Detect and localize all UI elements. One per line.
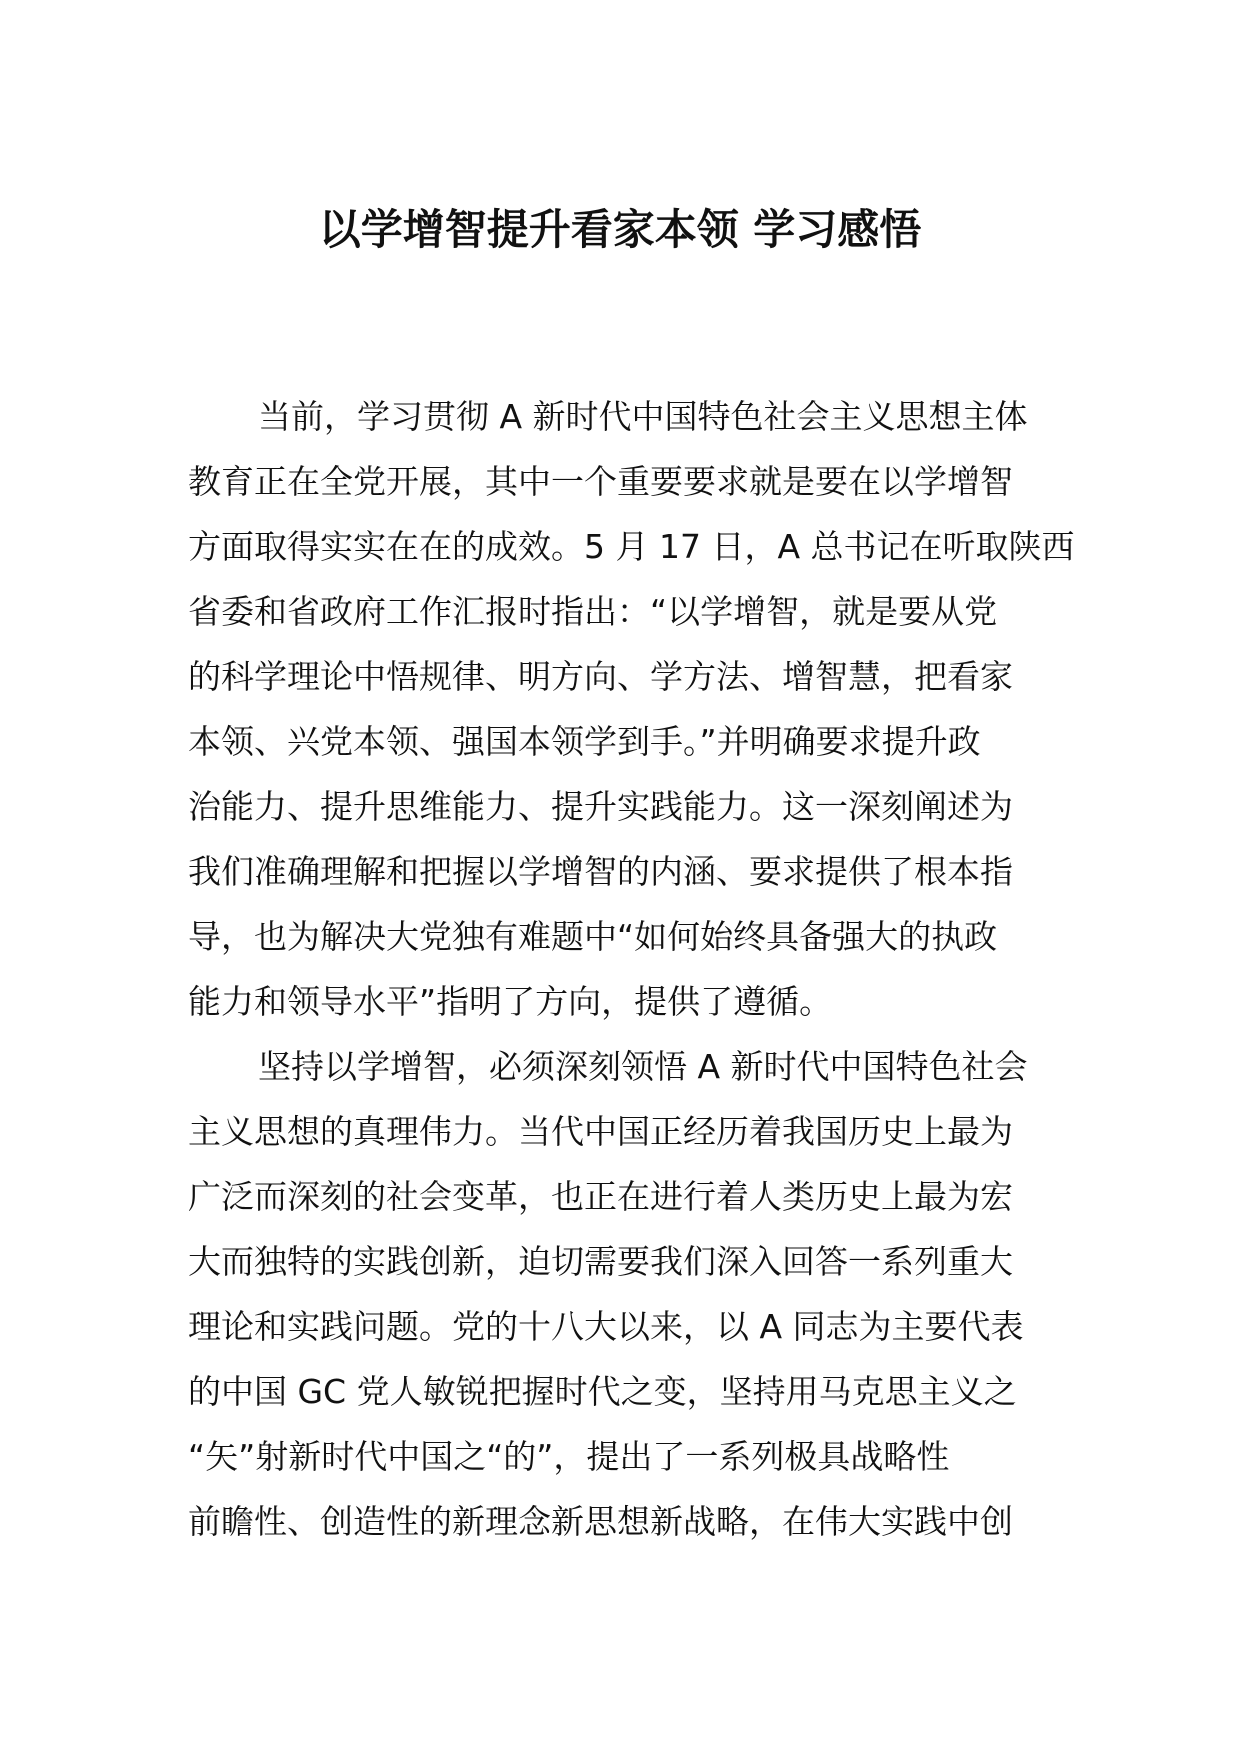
paragraph-line: 前瞻性、创造性的新理念新思想新战略，在伟大实践中创 <box>188 1502 1013 1541</box>
paragraph-line: 导，也为解决大党独有难题中“如何始终具备强大的执政 <box>188 917 998 956</box>
paragraph-line: 我们准确理解和把握以学增智的内涵、要求提供了根本指 <box>188 852 1013 891</box>
paragraph-line: 坚持以学增智，必须深刻领悟 A 新时代中国特色社会 <box>258 1047 1028 1086</box>
document-body <box>188 384 1075 1554</box>
paragraph-line: 广泛而深刻的社会变革，也正在进行着人类历史上最为宏 <box>188 1177 1013 1216</box>
paragraph-line: 的科学理论中悟规律、明方向、学方法、增智慧，把看家 <box>188 657 1013 696</box>
paragraph-line: 教育正在全党开展，其中一个重要要求就是要在以学增智 <box>188 462 1013 501</box>
document-title: 以学增智提升看家本领 学习感悟 <box>318 205 922 254</box>
paragraph-line: 的中国 GC 党人敏锐把握时代之变，坚持用马克思主义之 <box>188 1372 1017 1411</box>
paragraph-1 <box>188 384 1075 1034</box>
paragraph-line: 方面取得实实在在的成效。5 月 17 日，A 总书记在听取陕西 <box>188 527 1075 566</box>
paragraph-line: 大而独特的实践创新，迫切需要我们深入回答一系列重大 <box>188 1242 1013 1281</box>
paragraph-line: 主义思想的真理伟力。当代中国正经历着我国历史上最为 <box>188 1112 1013 1151</box>
paragraph-line: 本领、兴党本领、强国本领学到手。”并明确要求提升政 <box>188 722 981 761</box>
paragraph-line: 能力和领导水平”指明了方向，提供了遵循。 <box>188 982 833 1021</box>
paragraph-line: 省委和省政府工作汇报时指出：“以学增智，就是要从党 <box>188 592 998 631</box>
paragraph-line: “矢”射新时代中国之“的”，提出了一系列极具战略性 <box>188 1437 950 1476</box>
paragraph-line: 当前，学习贯彻 A 新时代中国特色社会主义思想主体 <box>258 397 1028 436</box>
paragraph-2 <box>188 1034 1058 1554</box>
paragraph-line: 理论和实践问题。党的十八大以来，以 A 同志为主要代表 <box>188 1307 1024 1346</box>
paragraph-line: 治能力、提升思维能力、提升实践能力。这一深刻阐述为 <box>188 787 1013 826</box>
